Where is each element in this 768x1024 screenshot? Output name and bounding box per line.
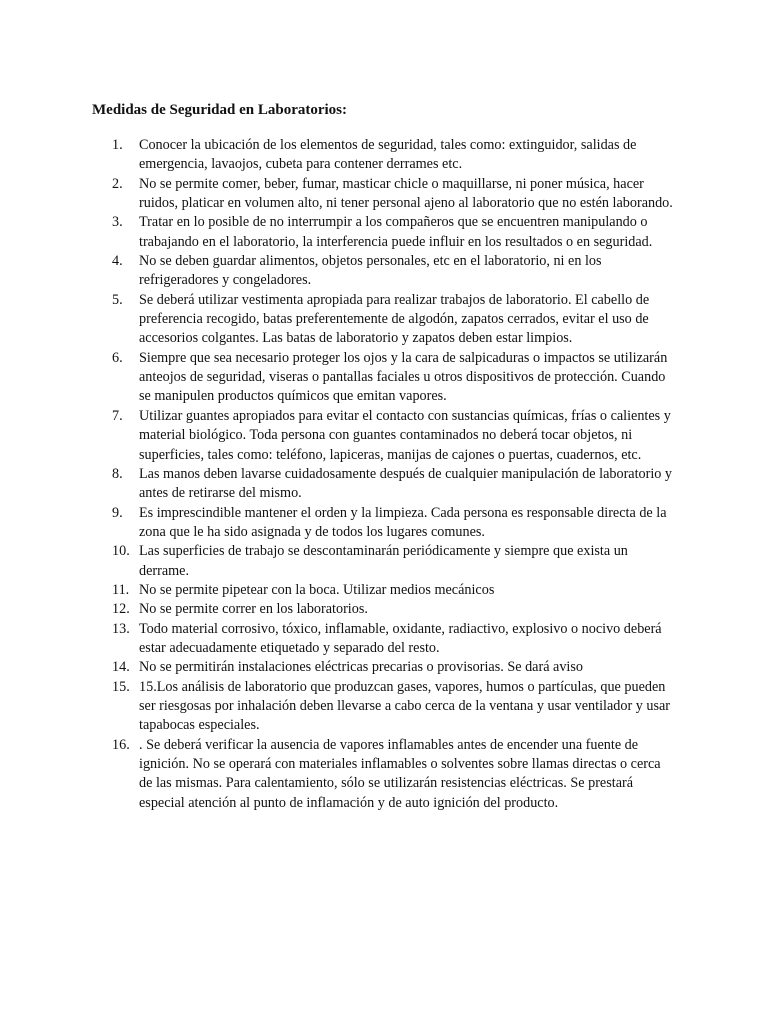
list-item-text: 15.Los análisis de laboratorio que produzcan gases, vapores, humos o partículas, que pueden ser riesgosas por inhalación deben llevarse a cabo cerca de la ventana y usar ventilador y usar tapabocas especiales. [139, 678, 671, 734]
list-item-number: 8. [112, 465, 123, 482]
list-item-number: 2. [112, 175, 123, 192]
list-item [112, 136, 677, 175]
list-item [112, 407, 677, 465]
list-item [112, 504, 677, 543]
list-item [112, 581, 677, 600]
list-item-number: 13. [112, 620, 130, 637]
list-item-text: Conocer la ubicación de los elementos de seguridad, tales como: extinguidor, salidas de emergencia, lavaojos, cubeta para contener derrames etc. [139, 137, 637, 173]
list-item-number: 7. [112, 407, 123, 424]
list-item-text: Se deberá utilizar vestimenta apropiada para realizar trabajos de laboratorio. El cabello de preferencia recogido, batas preferentemente de algodón, zapatos cerrados, evitar el uso de accesorios colgantes. Las batas de laboratorio y zapatos deben estar limpios. [139, 291, 650, 347]
list-item [112, 175, 677, 214]
list-item-text: Utilizar guantes apropiados para evitar el contacto con sustancias químicas, frías o calientes y material biológico. Toda persona con guantes contaminados no deberá tocar objetos, ni superficies, tales como: teléfono, lapiceras, manijas de cajones o puertas, cuadernos, etc. [139, 407, 671, 463]
list-item [112, 542, 677, 581]
list-item [112, 465, 677, 504]
list-item-number: 1. [112, 137, 123, 153]
list-item-number: 3. [112, 214, 123, 231]
list-item-number: 10. [112, 543, 130, 560]
list-item [112, 252, 677, 291]
list-item-text: No se deben guardar alimentos, objetos personales, etc en el laboratorio, ni en los refrigeradores y congeladores. [139, 253, 602, 289]
list-item-text: Las manos deben lavarse cuidadosamente después de cualquier manipulación de laboratorio y antes de retirarse del mismo. [139, 465, 673, 502]
document-title: Medidas de Seguridad en Laboratorios: [92, 102, 348, 118]
list-item-text: Es imprescindible mantener el orden y la limpieza. Cada persona es responsable directa de la zona que le ha sido asignada y de todos los lugares comunes. [139, 504, 667, 540]
list-item [112, 658, 677, 677]
safety-rules-list [112, 136, 677, 813]
list-item-number: 15. [112, 678, 130, 695]
list-item-number: 12. [112, 601, 130, 618]
list-item-text: Tratar en lo posible de no interrumpir a los compañeros que se encuentren manipulando o trabajando en el laboratorio, la interferencia puede influir en los resultados o en seguridad. [139, 214, 653, 250]
list-item-text: . Se deberá verificar la ausencia de vapores inflamables antes de encender una fuente de ignición. No se operará con materiales inflamables o solventes sobre llamas directas o cerca de las mismas. Para calentamiento, sólo se utilizarán resistencias eléctricas. Se prestará especial atención al punto de inflamación y de auto ignición del producto. [139, 736, 661, 811]
list-item-number: 5. [112, 291, 123, 308]
list-item-number: 9. [112, 504, 123, 521]
list-item-text: No se permite pipetear con la boca. Utilizar medios mecánicos [139, 581, 495, 598]
list-item [112, 213, 677, 252]
list-item [112, 678, 677, 736]
list-item-text: No se permite correr en los laboratorios. [139, 601, 368, 618]
list-item-text: No se permite comer, beber, fumar, masticar chicle o maquillarse, ni poner música, hacer ruidos, platicar en volumen alto, ni tener personal ajeno al laboratorio que no estén laborando. [139, 175, 673, 212]
list-item [112, 620, 677, 659]
list-item-number: 11. [112, 581, 130, 598]
list-item-number: 6. [112, 349, 123, 366]
list-item [112, 600, 677, 619]
list-item [112, 349, 677, 407]
list-item-number: 4. [112, 253, 123, 270]
list-item-text: No se permitirán instalaciones eléctricas precarias o provisorias. Se dará aviso [139, 659, 583, 676]
list-item-text: Todo material corrosivo, tóxico, inflamable, oxidante, radiactivo, explosivo o nocivo deberá estar adecuadamente etiquetado y separado del resto. [139, 620, 662, 656]
list-item-number: 14. [112, 659, 130, 676]
list-item [112, 736, 677, 813]
list-item-text: Siempre que sea necesario proteger los ojos y la cara de salpicaduras o impactos se utilizarán anteojos de seguridad, viseras o pantallas faciales u otros dispositivos de protección. Cuando se manipulen productos químicos que emitan vapores. [139, 349, 668, 405]
list-item-number: 16. [112, 736, 130, 753]
list-item-text: Las superficies de trabajo se descontaminarán periódicamente y siempre que exista un derrame. [139, 543, 628, 579]
list-item [112, 291, 677, 349]
